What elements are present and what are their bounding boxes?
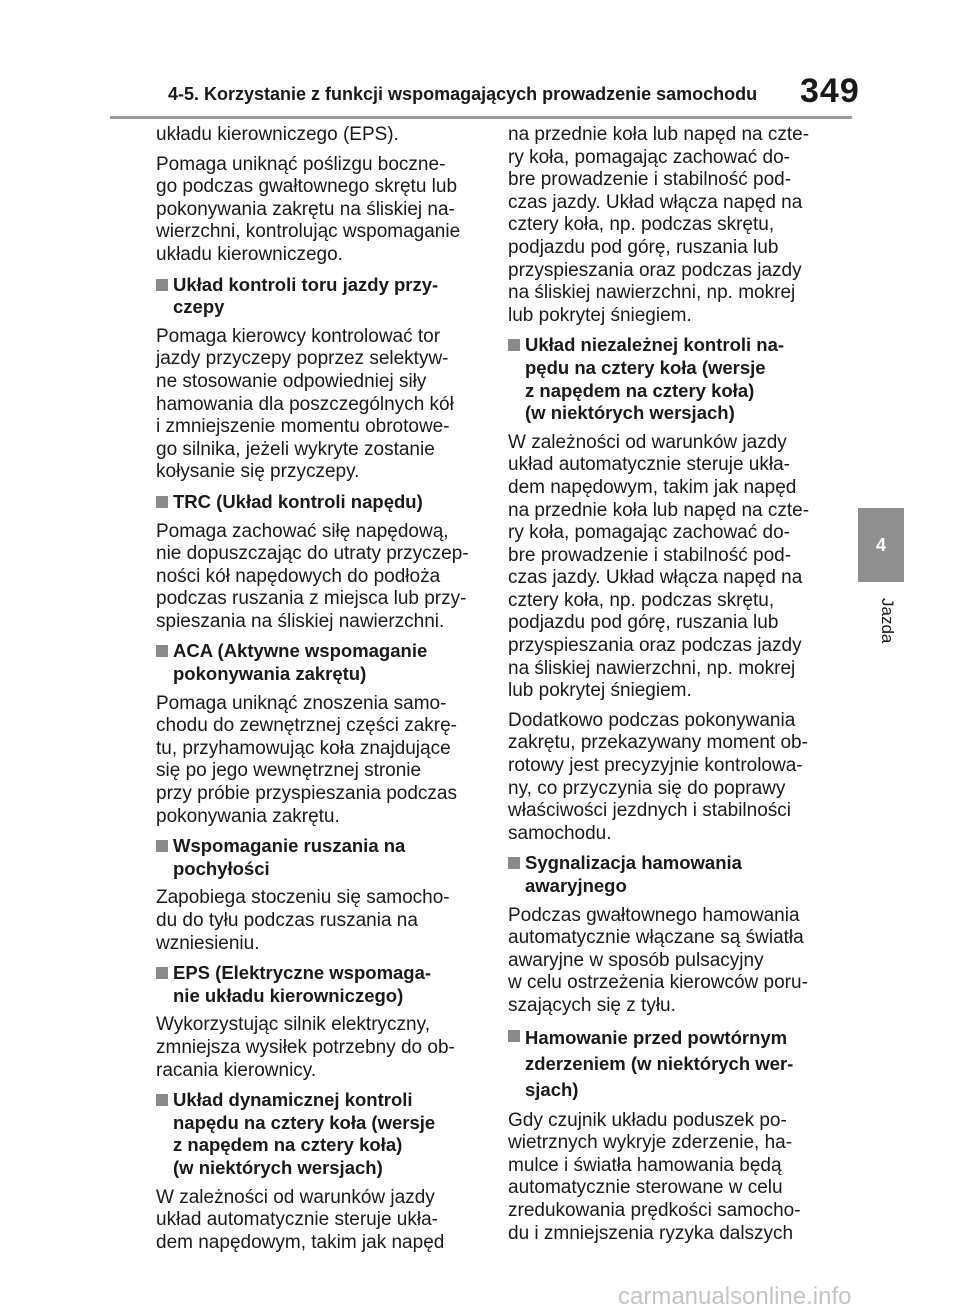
text-line: i zmniejszenie momentu obrotowe- bbox=[156, 416, 450, 438]
paragraph bbox=[508, 432, 838, 703]
text-line: ny, co przyczynia się do poprawy bbox=[508, 777, 786, 799]
text-line: Układ niezależnej kontroli na- bbox=[525, 334, 785, 356]
text-line: lub pokrytej śniegiem. bbox=[508, 680, 692, 702]
text-line: chodu do zewnętrznej części zakrę- bbox=[156, 715, 457, 737]
text-line: Pomaga zachować siłę napędową, bbox=[156, 520, 449, 542]
page-number: 349 bbox=[800, 72, 860, 110]
text-line: W zależności od warunków jazdy bbox=[508, 431, 787, 453]
paragraph bbox=[156, 154, 486, 267]
text-line: bre prowadzenie i stabilność pod- bbox=[508, 169, 792, 191]
text-line: przyspieszania oraz podczas jazdy bbox=[508, 635, 802, 657]
text-line: du i zmniejszenia ryzyka dalszych bbox=[508, 1222, 794, 1244]
text-line: jazdy przyczepy poprzez selektyw- bbox=[156, 348, 449, 370]
text-line: układu kierowniczego (EPS). bbox=[156, 124, 399, 145]
text-line: Wspomaganie ruszania na bbox=[173, 835, 406, 857]
text-line: Pomaga uniknąć znoszenia samo- bbox=[156, 692, 447, 714]
text-line: z napędem na cztery koła) bbox=[173, 1134, 403, 1156]
text-line: na śliskiej nawierzchni, np. mokrej bbox=[508, 657, 796, 679]
text-line: na przednie koła lub napęd na czte- bbox=[508, 499, 810, 521]
paragraph bbox=[156, 887, 486, 955]
text-line: czas jazdy. Układ włącza napęd na bbox=[508, 191, 803, 213]
text-line: czas jazdy. Układ włącza napęd na bbox=[508, 567, 803, 589]
watermark: carmanualsonline.info bbox=[618, 1283, 852, 1310]
text-line: pokonywania zakrętu. bbox=[156, 805, 340, 827]
text-line: zredukowania prędkości samocho- bbox=[508, 1199, 801, 1221]
text-line: nie dopuszczając do utraty przyczep- bbox=[156, 543, 469, 565]
text-line: automatycznie włączane są światła bbox=[508, 927, 804, 949]
text-line: samochodu. bbox=[508, 822, 612, 844]
text-line: dem napędowym, takim jak napęd bbox=[156, 1231, 445, 1253]
text-line: Wykorzystując silnik elektryczny, bbox=[156, 1014, 430, 1036]
square-bullet-icon bbox=[156, 840, 168, 852]
text-line: Układ kontroli toru jazdy przy- bbox=[173, 273, 439, 295]
text-line: Układ dynamicznej kontroli bbox=[173, 1089, 413, 1111]
text-line: Zapobiega stoczeniu się samocho- bbox=[156, 887, 450, 909]
text-line: ry koła, pomagając zachować do- bbox=[508, 522, 790, 544]
text-line: automatycznie sterowane w celu bbox=[508, 1177, 783, 1199]
text-line: spieszania na śliskiej nawierzchni. bbox=[156, 610, 445, 632]
text-line: Gdy czujnik układu poduszek po- bbox=[508, 1109, 787, 1131]
chapter-tab: 4 bbox=[858, 508, 904, 582]
text-line: układu kierowniczego. bbox=[156, 243, 343, 265]
text-line: awaryjne w sposób pulsacyjny bbox=[508, 949, 764, 971]
section-heading bbox=[156, 1089, 486, 1179]
text-line: ry koła, pomagając zachować do- bbox=[508, 146, 790, 168]
text-line: Pomaga kierowcy kontrolować tor bbox=[156, 325, 441, 347]
section-heading bbox=[508, 334, 838, 424]
text-line: szających się z tyłu. bbox=[508, 994, 676, 1016]
text-line: przy próbie przyspieszania podczas bbox=[156, 783, 457, 805]
text-line: Hamowanie przed powtórnym bbox=[525, 1026, 788, 1048]
text-line: napędu na cztery koła (wersje bbox=[173, 1111, 436, 1133]
text-line: TRC (Układ kontroli napędu) bbox=[173, 490, 423, 512]
text-line: go silnika, jeżeli wykryte zostanie bbox=[156, 438, 435, 460]
section-heading bbox=[508, 1025, 838, 1103]
text-line: pokonywania zakrętu) bbox=[173, 663, 367, 685]
square-bullet-icon bbox=[508, 857, 520, 869]
text-line: dem napędowym, takim jak napęd bbox=[508, 476, 797, 498]
square-bullet-icon bbox=[508, 339, 520, 351]
text-line: go podczas gwałtownego skrętu lub bbox=[156, 176, 458, 198]
right-column bbox=[508, 124, 838, 1252]
text-line: bre prowadzenie i stabilność pod- bbox=[508, 544, 792, 566]
text-line: zakrętu, przekazywany moment ob- bbox=[508, 732, 808, 754]
section-heading bbox=[156, 640, 486, 685]
section-heading bbox=[156, 274, 486, 319]
text-line: (w niektórych wersjach) bbox=[173, 1156, 383, 1178]
chapter-tab-label: Jazda bbox=[878, 598, 897, 644]
chapter-title: 4-5. Korzystanie z funkcji wspomagających prowadzenie samochodu bbox=[168, 84, 758, 104]
section-heading bbox=[508, 852, 838, 897]
square-bullet-icon bbox=[156, 645, 168, 657]
text-line: na przednie koła lub napęd na czte- bbox=[508, 124, 810, 145]
text-line: kołysanie się przyczepy. bbox=[156, 461, 360, 483]
left-column bbox=[156, 124, 486, 1261]
section-heading bbox=[156, 491, 486, 514]
text-line: zderzeniem (w niektórych wer- bbox=[525, 1052, 794, 1074]
section-heading bbox=[156, 835, 486, 880]
text-line: wietrznych wykryje zderzenie, ha- bbox=[508, 1132, 793, 1154]
text-line: cztery koła, np. podczas skrętu, bbox=[508, 214, 775, 236]
text-line: podjazdu pod górę, ruszania lub bbox=[508, 612, 779, 634]
text-line: się po jego wewnętrznej stronie bbox=[156, 760, 422, 782]
paragraph bbox=[156, 1187, 486, 1255]
text-line: Podczas gwałtownego hamowania bbox=[508, 904, 800, 926]
square-bullet-icon bbox=[156, 967, 168, 979]
square-bullet-icon bbox=[508, 1030, 520, 1042]
text-line: układ automatycznie steruje ukła- bbox=[508, 454, 790, 476]
text-line: właściwości jezdnych i stabilności bbox=[508, 800, 791, 822]
text-line: ACA (Aktywne wspomaganie bbox=[173, 640, 428, 662]
text-line: czepy bbox=[173, 296, 225, 318]
text-line: rotowy jest precyzyjnie kontrolowa- bbox=[508, 755, 803, 777]
paragraph bbox=[156, 521, 486, 634]
text-line: racania kierownicy. bbox=[156, 1059, 317, 1081]
text-line: na śliskiej nawierzchni, np. mokrej bbox=[508, 282, 796, 304]
paragraph bbox=[508, 124, 838, 327]
paragraph bbox=[508, 710, 838, 846]
square-bullet-icon bbox=[156, 1094, 168, 1106]
text-line: ności kół napędowych do podłoża bbox=[156, 565, 441, 587]
text-line: z napędem na cztery koła) bbox=[525, 379, 755, 401]
paragraph bbox=[156, 124, 486, 147]
text-line: pędu na cztery koła (wersje bbox=[525, 356, 766, 378]
text-line: du do tyłu podczas ruszania na bbox=[156, 910, 418, 931]
text-line: awaryjnego bbox=[525, 875, 627, 896]
text-line: pochyłości bbox=[173, 857, 270, 879]
text-line: wierzchni, kontrolując wspomaganie bbox=[156, 221, 461, 243]
text-line: pokonywania zakrętu na śliskiej na- bbox=[156, 198, 455, 220]
text-line: zmniejsza wysiłek potrzebny do ob- bbox=[156, 1036, 455, 1058]
text-line: mulce i światła hamowania będą bbox=[508, 1154, 782, 1176]
text-line: ne stosowanie odpowiedniej siły bbox=[156, 370, 427, 392]
text-line: (w niektórych wersjach) bbox=[525, 402, 735, 424]
text-line: podjazdu pod górę, ruszania lub bbox=[508, 236, 779, 258]
text-line: lub pokrytej śniegiem. bbox=[508, 304, 692, 326]
paragraph bbox=[156, 693, 486, 829]
text-line: w celu ostrzeżenia kierowców poru- bbox=[508, 972, 808, 994]
text-line: EPS (Elektryczne wspomaga- bbox=[173, 962, 432, 984]
paragraph bbox=[156, 1014, 486, 1082]
text-line: układ automatycznie steruje ukła- bbox=[156, 1209, 438, 1231]
text-line: sjach) bbox=[525, 1078, 579, 1100]
text-line: tu, przyhamowując koła znajdujące bbox=[156, 737, 451, 759]
text-line: przyspieszania oraz podczas jazdy bbox=[508, 259, 802, 281]
paragraph bbox=[508, 905, 838, 1018]
text-line: W zależności od warunków jazdy bbox=[156, 1186, 435, 1208]
text-line: Pomaga uniknąć poślizgu boczne- bbox=[156, 153, 446, 175]
square-bullet-icon bbox=[156, 496, 168, 508]
header-divider bbox=[110, 116, 852, 119]
text-line: hamowania dla poszczególnych kół bbox=[156, 393, 454, 415]
square-bullet-icon bbox=[156, 279, 168, 291]
text-line: Dodatkowo podczas pokonywania bbox=[508, 709, 796, 731]
text-line: cztery koła, np. podczas skrętu, bbox=[508, 589, 775, 611]
text-line: Sygnalizacja hamowania bbox=[525, 852, 742, 874]
text-line: nie układu kierowniczego) bbox=[173, 984, 404, 1006]
section-heading bbox=[156, 962, 486, 1007]
text-line: podczas ruszania z miejsca lub przy- bbox=[156, 588, 467, 610]
paragraph bbox=[508, 1110, 838, 1246]
text-line: wzniesieniu. bbox=[156, 932, 260, 954]
paragraph bbox=[156, 326, 486, 484]
